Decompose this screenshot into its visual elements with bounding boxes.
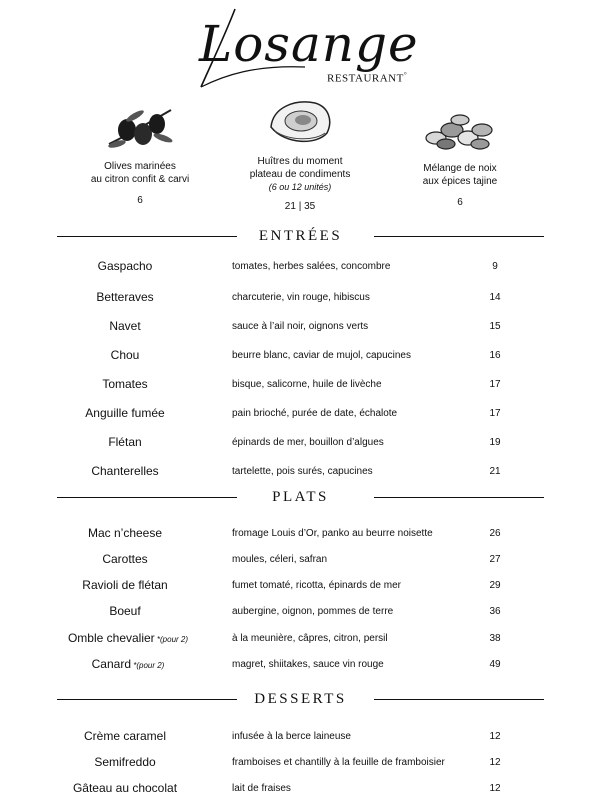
olive-branch-icon: [105, 104, 175, 152]
menu-item: Chou beurre blanc, caviar de mujol, capucines 16: [110, 348, 501, 362]
menu-item: Ravioli de flétan fumet tomaté, ricotta, épinards de mer 29: [82, 578, 501, 592]
menu-item: Mac n’cheese fromage Louis d’Or, panko au beurre noisette 26: [87, 526, 501, 540]
oyster-icon: [265, 97, 335, 147]
starter-line2: aux épices tajine: [422, 176, 498, 187]
starter-line2: au citron confit & carvi: [90, 174, 190, 185]
menu-item: Omble chevalier *(pour 2) à la meunière, câpres, citron, persil 38: [67, 631, 501, 645]
menu-item: Tomates bisque, salicorne, huile de livèche 17: [102, 377, 501, 391]
starter-price: 6: [137, 195, 143, 206]
starter-price: 21 | 35: [284, 201, 316, 212]
section-title: ENTRÉES: [258, 228, 343, 244]
menu-item: Anguille fumée pain brioché, purée de date, échalote 17: [85, 406, 501, 420]
starter-price: 6: [457, 197, 463, 208]
section-title: PLATS: [272, 489, 329, 505]
restaurant-logo: [195, 5, 435, 93]
menu-item: Boeuf aubergine, oignon, pommes de terre 36: [109, 604, 501, 618]
menu-item: Gâteau au chocolat lait de fraises 12: [72, 781, 501, 795]
starter-nuts: [390, 108, 530, 209]
menu-item: Semifreddo framboises et chantilly à la feuille de framboisier 12: [94, 755, 501, 769]
starter-line1: Mélange de noix: [423, 163, 497, 174]
starter-line2: plateau de condiments: [249, 169, 351, 180]
section-header-entrees: [57, 228, 544, 244]
section-header-plats: [57, 489, 544, 505]
menu-item: Betteraves charcuterie, vin rouge, hibiscus 14: [96, 290, 501, 304]
starter-line1: Huîtres du moment: [257, 156, 343, 167]
starter-note: (6 ou 12 unités): [268, 182, 332, 192]
nuts-icon: [422, 108, 498, 154]
section-header-desserts: [57, 691, 544, 707]
menu-item: Canard *(pour 2) magret, shiitakes, sauce vin rouge 49: [91, 657, 501, 671]
starter-oysters: [230, 97, 370, 213]
brand-subtitle: RESTAURANT°: [327, 71, 408, 85]
brand-name: Losange: [199, 15, 419, 73]
menu-item: Navet sauce à l’ail noir, oignons verts 15: [109, 319, 501, 333]
menu-item: Flétan épinards de mer, bouillon d’algues 19: [108, 435, 501, 449]
starter-olives: [70, 104, 210, 207]
section-title: DESSERTS: [254, 691, 347, 707]
menu-item: Gaspacho tomates, herbes salées, concombre 9: [97, 259, 498, 273]
menu-item: Carottes moules, céleri, safran 27: [102, 552, 501, 566]
starter-line1: Olives marinées: [104, 161, 176, 172]
menu-item: Chanterelles tartelette, pois surés, capucines 21: [91, 464, 501, 478]
menu-item: Crème caramel infusée à la berce laineuse 12: [83, 729, 501, 743]
